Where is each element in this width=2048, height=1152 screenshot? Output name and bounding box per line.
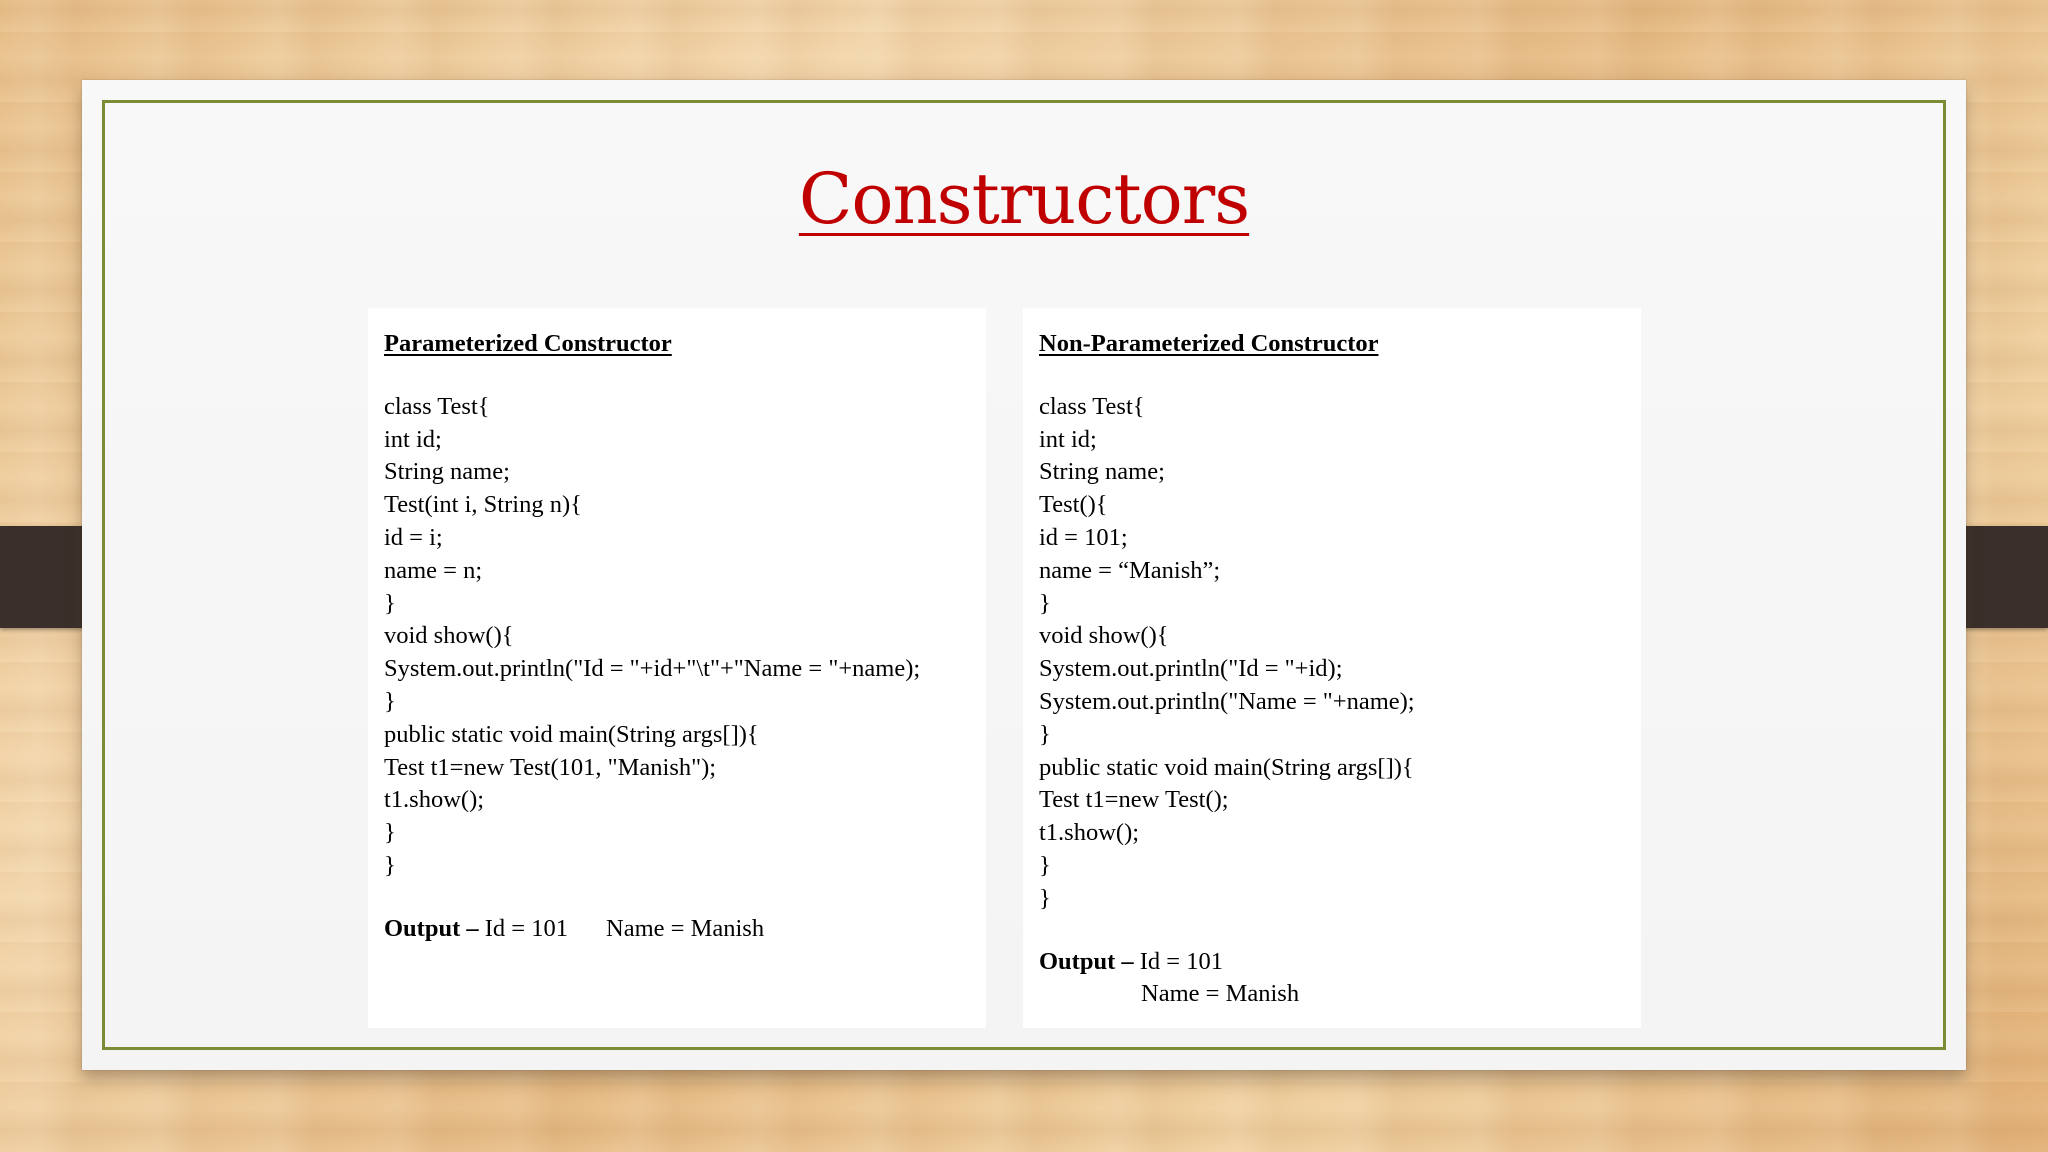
code-line: Test t1=new Test(101, "Manish");	[384, 753, 717, 781]
slide	[82, 80, 1966, 1070]
code-line: public static void main(String args[]){	[384, 720, 759, 748]
code-line: System.out.println("Id = "+id+"\t"+"Name = "+name);	[384, 655, 921, 683]
code-line: class Test{	[1039, 392, 1145, 420]
code-line: name = n;	[384, 556, 483, 584]
slide-title-text: Constructors	[798, 158, 1250, 240]
code-line: Test(){	[1039, 491, 1108, 519]
code-line: System.out.println("Id = "+id);	[1039, 655, 1343, 683]
code-line: }	[1039, 851, 1051, 879]
code-line: void show(){	[1039, 622, 1169, 650]
code-line: public static void main(String args[]){	[1039, 753, 1414, 781]
slide-title	[82, 158, 1966, 240]
code-line: Test(int i, String n){	[384, 491, 582, 519]
code-line: }	[384, 687, 396, 715]
code-line: t1.show();	[1039, 819, 1140, 847]
code-line: id = 101;	[1039, 523, 1128, 551]
output-id: Id = 101	[478, 914, 568, 942]
parameterized-constructor-panel	[368, 308, 986, 1028]
code-line: t1.show();	[384, 786, 485, 814]
output-name: Name = Manish	[1141, 980, 1300, 1008]
code-line: }	[384, 851, 396, 879]
code-line: String name;	[1039, 458, 1165, 486]
code-line: String name;	[384, 458, 510, 486]
panel-heading: Non-Parameterized Constructor	[1039, 330, 1379, 357]
code-line: }	[384, 819, 396, 847]
output-line	[384, 913, 970, 946]
code-line: }	[1039, 720, 1051, 748]
non-parameterized-constructor-panel	[1023, 308, 1641, 1028]
output-id: Id = 101	[1133, 947, 1223, 975]
code-line: int id;	[1039, 425, 1097, 453]
code-line: System.out.println("Name = "+name);	[1039, 687, 1415, 715]
code-line: }	[1039, 884, 1051, 912]
code-line: }	[1039, 589, 1051, 617]
code-line: class Test{	[384, 392, 490, 420]
code-line: int id;	[384, 425, 442, 453]
code-line: Test t1=new Test();	[1039, 786, 1229, 814]
code-line: void show(){	[384, 622, 514, 650]
output-line	[1039, 946, 1625, 979]
output-name: Name = Manish	[606, 914, 765, 942]
code-line: }	[384, 589, 396, 617]
code-line: id = i;	[384, 523, 443, 551]
panel-heading: Parameterized Constructor	[384, 330, 672, 357]
code-line: name = “Manish”;	[1039, 556, 1221, 584]
output-label: Output –	[384, 914, 479, 942]
output-label: Output –	[1039, 947, 1134, 975]
